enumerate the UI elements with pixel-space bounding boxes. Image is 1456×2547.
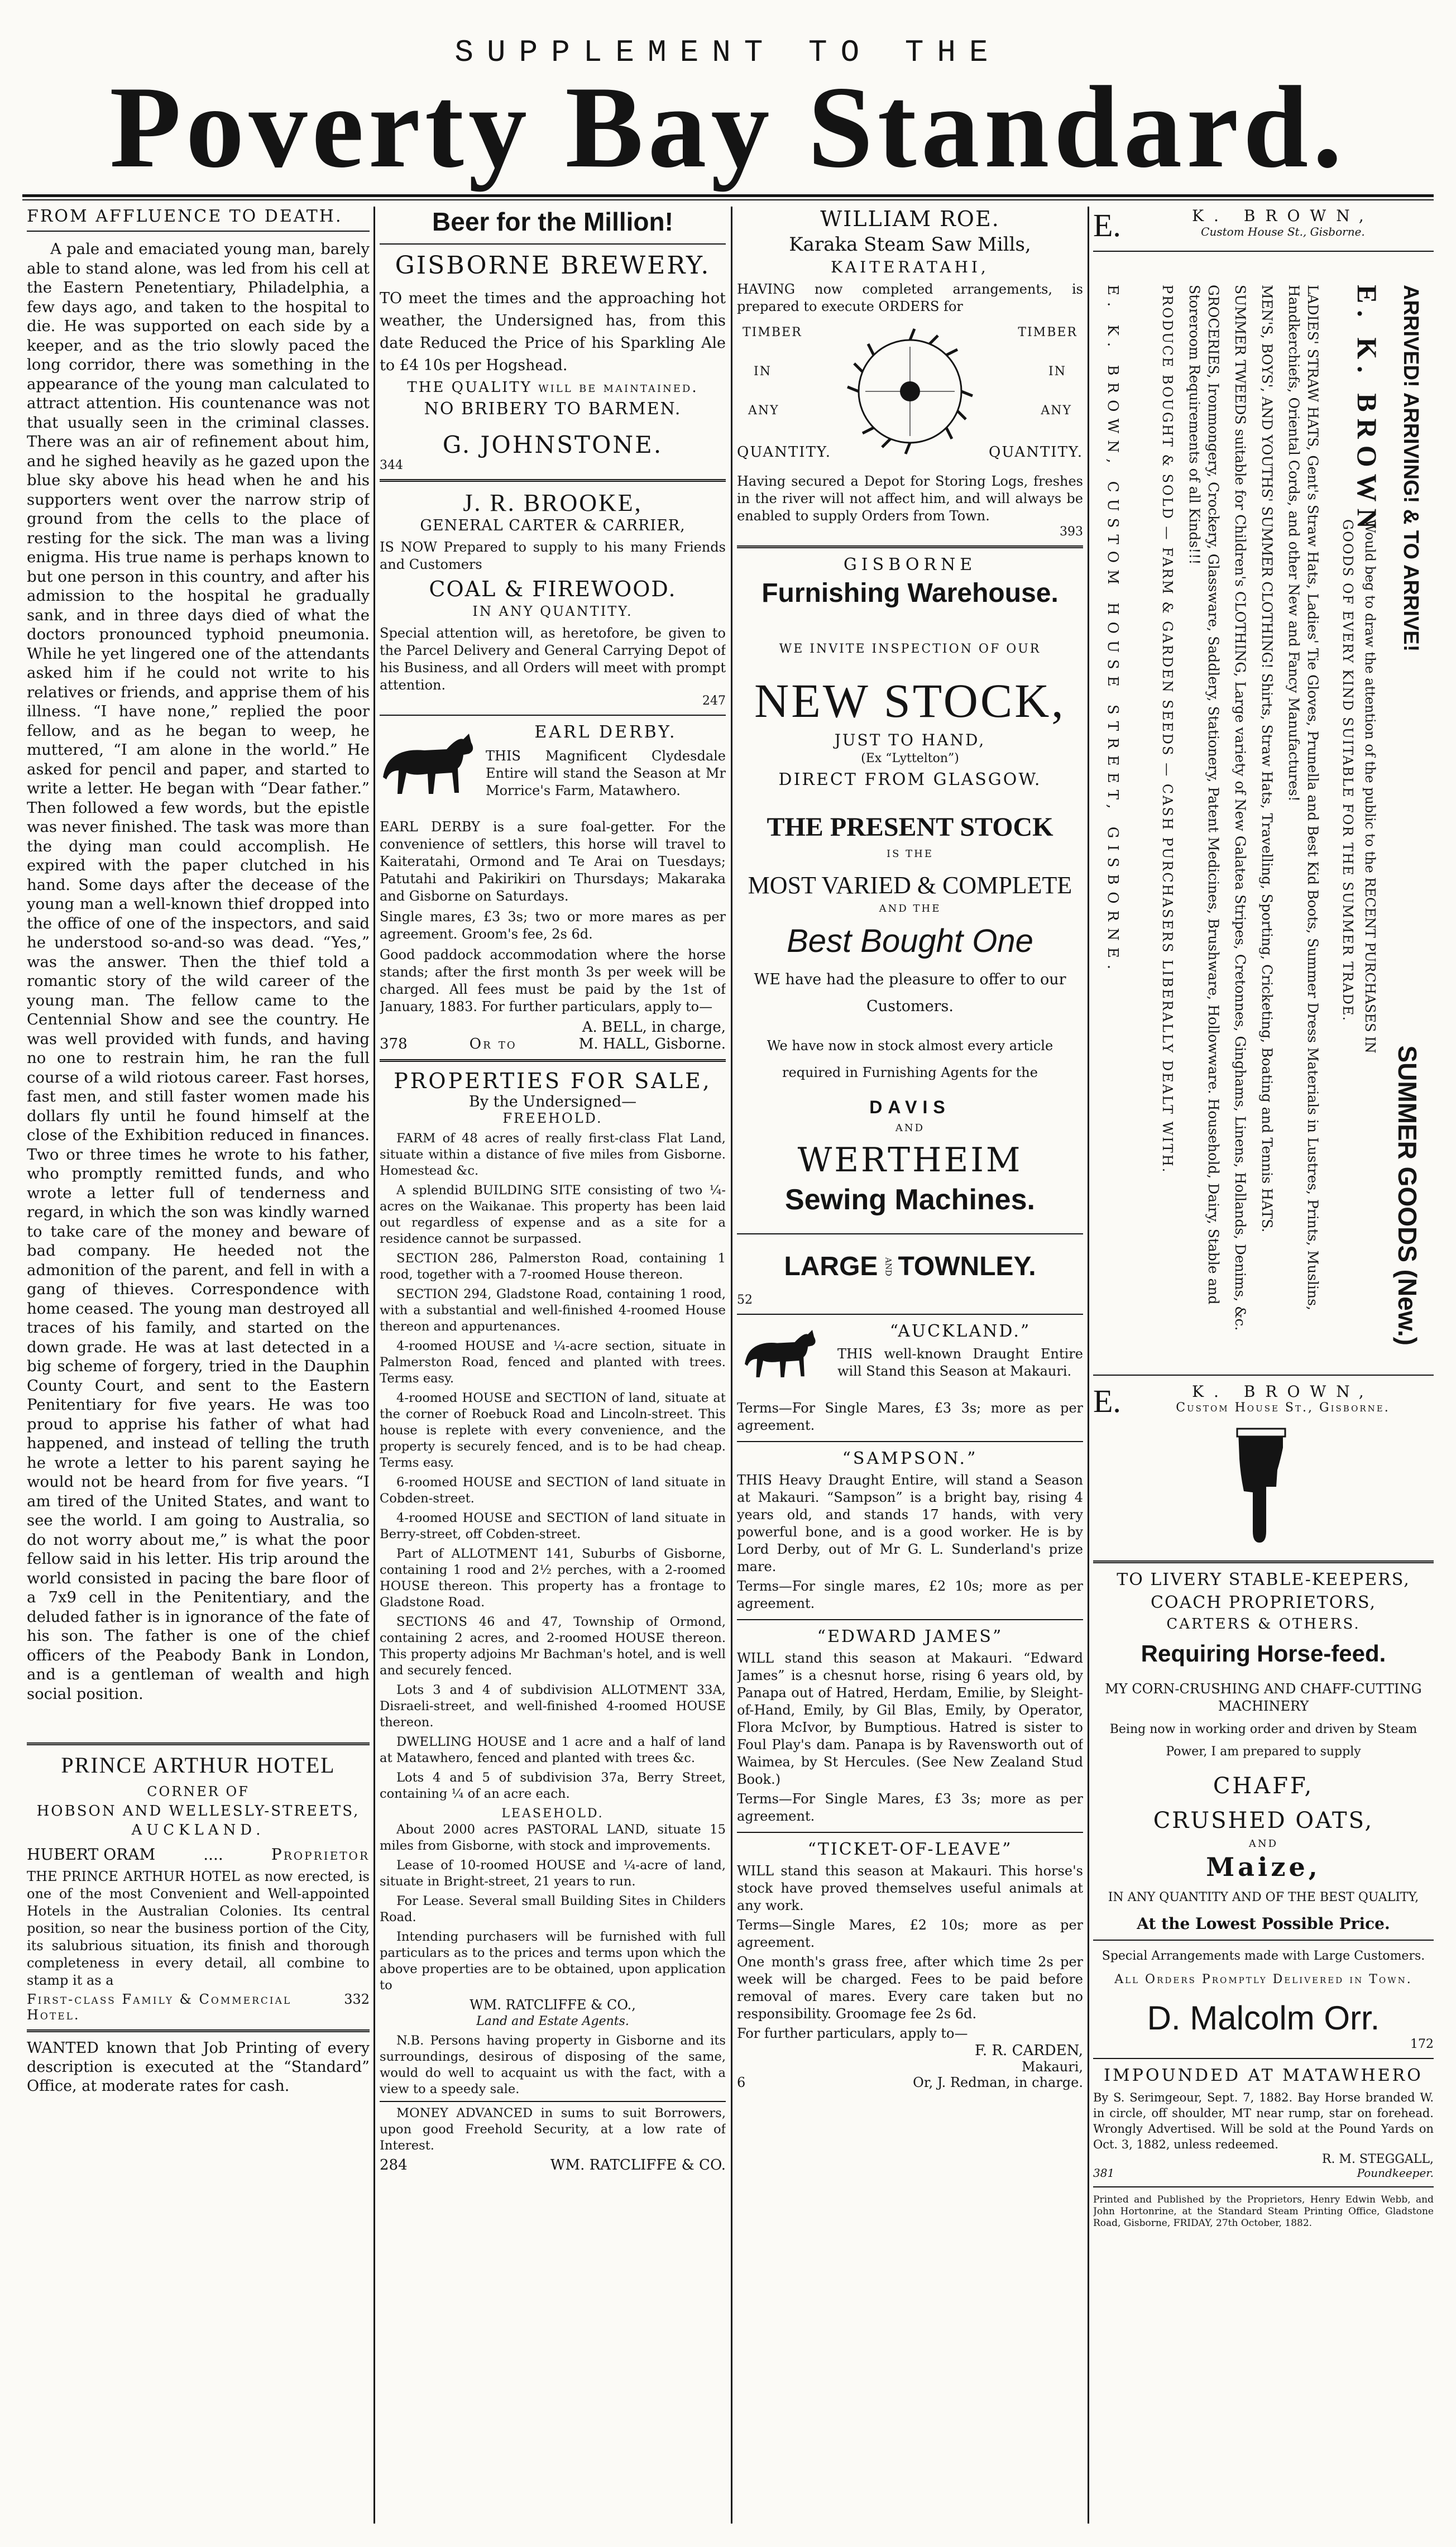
masthead-rule-thin — [22, 199, 1434, 200]
column-1 — [27, 207, 370, 2518]
props-agent: WM. RATCLIFFE & CO., — [470, 1997, 636, 2013]
impounded-ad — [1093, 2066, 1434, 2180]
supplement-line: SUPPLEMENT TO THE — [454, 35, 1002, 70]
roe-body: HAVING now completed arrangements, is prepared to execute ORDERS for — [737, 281, 1083, 314]
property-item: 4-roomed HOUSE and ¼-acre section, situate in Palmerston Road, fenced and planted with trees. Terms easy. — [380, 1339, 726, 1386]
brewery-ad — [380, 207, 726, 472]
proprietor-role: Proprietor — [271, 1845, 370, 1864]
in-label: IN — [754, 365, 772, 379]
masthead-rule — [22, 194, 1434, 197]
furn-pleasure: WE have had the pleasure to offer to our Customers. — [754, 971, 1066, 1015]
lease-item: For Lease. Several small Building Sites in Childers Road. — [380, 1894, 726, 1924]
furn-large: LARGE — [784, 1252, 878, 1281]
properties-ad — [380, 1069, 726, 2173]
derby-body-1: EARL DERBY is a sure foal-getter. For the convenience of settlers, this horse will travel to Kaiteratahi, Ormond and Te Arai on Tuesdays; Patutahi and Pakirikiri on Thursdays; Makaraka and Gisborne on Saturdays. — [380, 819, 726, 904]
horse-icon — [380, 726, 480, 804]
story-body — [27, 240, 370, 1736]
brown-rotated-panel — [1093, 262, 1434, 1362]
edward-ad — [737, 1627, 1083, 1825]
property-item: 4-roomed HOUSE and SECTION of land, situate at the corner of Roebuck Road and Lincoln-street. This house is replete with every convenience, and the property is securely fenced, and is to be had cheap. Terms easy. — [380, 1391, 726, 1470]
summer-heading: SUMMER GOODS (New.) — [1393, 1045, 1422, 1346]
roe-place: KAITERATAHI, — [831, 258, 989, 276]
beer-quality: THE QUALITY will be maintained. — [407, 379, 698, 396]
brown-groceries: GROCERIES, Ironmongery, Crockery, Glassware, Saddlery, Stationery, Patent Medicines, Brushware, Hollowware. Household, Dairy, Stable and Storeroom Requirements of all Kinds!!! — [1186, 285, 1222, 1305]
column-divider — [731, 207, 732, 2524]
lease-item: Intending purchasers will be furnished with full particulars as to the prices and terms upon which the above properties are to be obtained, upon application to — [380, 1930, 726, 1993]
brown-mens: MEN'S, BOYS', AND YOUTHS' SUMMER CLOTHING! Shirts, Straw Hats, Travelling, Sporting, Cricketing, Boating and Tennis HATS. — [1259, 285, 1275, 1233]
timber-label: TIMBER — [743, 325, 802, 339]
derby-body-2: Single mares, £3 3s; two or more mares as per agreement. Groom's fee, 2s 6d. — [380, 909, 726, 942]
ticket-place: Makauri, — [1022, 2059, 1083, 2075]
brown-ladies: LADIES' STRAW HATS, Gent's Straw Hats, Ladies' Tie Gloves, Prunella and Best Kid Boots, Summer Dress Materials in Lustres, Prints, Muslins, Handkerchiefs, Oriental Cords, and other New and Fancy Manufactures! — [1286, 285, 1321, 1311]
furn-and-the: AND THE — [879, 903, 941, 915]
ticket-name: F. R. CARDEN, — [974, 2042, 1083, 2059]
ticket-or: Or, J. Redman, in charge. — [913, 2075, 1083, 2090]
props-list — [380, 1131, 726, 2173]
furn-gisborne: GISBORNE — [843, 555, 977, 574]
brown-name: K. BROWN, — [1192, 1382, 1374, 1401]
horse-icon — [737, 1324, 826, 1385]
property-item: SECTION 286, Palmerston Road, containing 1 rood, together with a 7-roomed House thereon. — [380, 1251, 726, 1282]
livery-body: Being now in working order and driven by Steam Power, I am prepared to supply — [1109, 1722, 1417, 1759]
auckland-terms: Terms—For Single Mares, £3 3s; more as per agreement. — [737, 1400, 1083, 1433]
brown-e: E. — [1093, 1383, 1121, 1419]
ad-number: 378 — [380, 1036, 408, 1052]
column-divider — [1088, 207, 1089, 2524]
livery-and: AND — [1248, 1838, 1278, 1850]
furn-wertheim: WERTHEIM — [797, 1141, 1023, 1180]
auckland-ad — [737, 1322, 1083, 1434]
ad-number: 284 — [380, 2157, 408, 2173]
column-4 — [1093, 207, 1434, 2518]
props-money: MONEY ADVANCED in sums to suit Borrowers, upon good Freehold Security, at a low rate of Interest. — [380, 2106, 726, 2153]
derby-contact-2: M. HALL, Gisborne. — [578, 1036, 726, 1052]
beer-bribery: NO BRIBERY TO BARMEN. — [424, 399, 682, 419]
furn-sewing: Sewing Machines. — [785, 1184, 1035, 1216]
furn-now: We have now in stock almost every article required in Furnishing Agents for the — [767, 1038, 1053, 1080]
furn-townley: TOWNLEY. — [898, 1252, 1036, 1281]
brown-side-label: E. K. BROWN, CUSTOM HOUSE STREET, GISBORNE. — [1104, 285, 1121, 976]
ticket-terms: Terms—Single Mares, £2 10s; more as per agreement. — [737, 1917, 1083, 1950]
hotel-corner: CORNER OF — [147, 1784, 250, 1799]
brooke-note: Special attention will, as heretofore, be given to the Parcel Delivery and General Carrying Depot of his Business, and all Orders will meet with prompt attention. — [380, 625, 726, 693]
pointing-hand-icon — [1227, 1425, 1294, 1548]
furnishing-ad — [737, 555, 1083, 1307]
hotel-name: PRINCE ARTHUR HOTEL — [61, 1753, 336, 1778]
earl-derby-ad — [380, 722, 726, 1052]
lease-item: Lease of 10-roomed HOUSE and ¼-acre of land, situate in Bright-street, 21 years to run. — [380, 1858, 726, 1889]
furn-title: Furnishing Warehouse. — [761, 578, 1059, 608]
livery-lowest: At the Lowest Possible Price. — [1137, 1914, 1390, 1933]
property-item: DWELLING HOUSE and 1 acre and a half of land at Matawhero, fenced and planted with trees &c. — [380, 1735, 726, 1765]
hotel-city: AUCKLAND. — [131, 1822, 265, 1839]
roe-note: Having secured a Depot for Storing Logs, freshes in the river will not affect him, and will always be enabled to supply Orders from Town. — [737, 473, 1083, 524]
story-title: FROM AFFLUENCE TO DEATH. — [27, 207, 343, 226]
newspaper-title: Poverty Bay Standard. — [109, 63, 1347, 192]
furn-best: Best Bought One — [787, 923, 1033, 959]
any-label: ANY — [748, 404, 779, 418]
brown-tweeds: SUMMER TWEEDS suitable for Children's CLOTHING, Large variety of New Galatea Stripes, Cretonnes, Ginghams, Linens, Hollands, Denims, &c. — [1232, 285, 1248, 1331]
brown-e: E. — [1093, 207, 1121, 243]
proprietor-name: HUBERT ORAM — [27, 1845, 156, 1864]
derby-or: Or to — [469, 1036, 517, 1052]
brown-header — [1093, 207, 1434, 244]
hotel-streets: HOBSON AND WELLESLY-STREETS, — [36, 1803, 360, 1820]
props-by: By the Undersigned— — [468, 1093, 637, 1110]
props-title: PROPERTIES FOR SALE, — [394, 1069, 712, 1093]
saw-blade-icon — [843, 324, 977, 458]
livery-crushed: CRUSHED OATS, — [1153, 1808, 1374, 1833]
livery-requiring: Requiring Horse-feed. — [1141, 1640, 1386, 1667]
roe-mills: Karaka Steam Saw Mills, — [789, 233, 1031, 256]
furn-new-stock: NEW STOCK, — [754, 674, 1066, 727]
ticket-further: For further particulars, apply to— — [737, 2026, 968, 2041]
furn-invite: WE INVITE INSPECTION OF OUR — [779, 642, 1041, 656]
property-item: Lots 3 and 4 of subdivision ALLOTMENT 33A, Disraeli-street, and well-finished 4-roomed HOUSE thereon. — [380, 1683, 726, 1730]
impounded-body: By S. Serimgeour, Sept. 7, 1882. Bay Horse branded W. in circle, off shoulder, MT near rump, star on forehead. Wrongly Advertised. Will be sold at the Pound Yards on Oct. 3, 1882, unless redeemed. — [1093, 2091, 1434, 2151]
proprietor-dots: .... — [203, 1845, 223, 1864]
derby-body-3: Good paddock accommodation where the horse stands; after the first month 3s per week will be charged. All fees must be paid by the 1st of January, 1883. For further particulars, apply to— — [380, 947, 726, 1014]
property-item: Part of ALLOTMENT 141, Suburbs of Gisborne, containing 1 rood and 2½ perches, with a 2-roomed HOUSE thereon. This property has a frontage to Gladstone Road. — [380, 1547, 726, 1610]
livery-maize: Maize, — [1206, 1852, 1321, 1882]
props-agent-role: Land and Estate Agents. — [476, 2014, 629, 2028]
brooke-quantity: IN ANY QUANTITY. — [472, 604, 633, 619]
roe-name: WILLIAM ROE. — [820, 207, 1000, 231]
ad-number: 247 — [702, 694, 726, 708]
beer-title: Beer for the Million! — [432, 207, 673, 236]
brooke-trade: GENERAL CARTER & CARRIER, — [420, 517, 686, 534]
furn-davis: DAVIS — [869, 1097, 951, 1117]
impounded-role: Poundkeeper. — [1357, 2166, 1434, 2180]
ad-number: 393 — [1060, 525, 1083, 539]
lease-item: About 2000 acres PASTORAL LAND, situate 15 miles from Gisborne, with stock and improvements. — [380, 1822, 726, 1853]
roe-ad — [737, 207, 1083, 539]
property-item: SECTIONS 46 and 47, Township of Ormond, containing 2 acres, and 2-roomed HOUSE thereon. This property adjoins Mr Bachman's hotel, and is well and securely fenced. — [380, 1615, 726, 1678]
livery-any: IN ANY QUANTITY AND OF THE BEST QUALITY, — [1108, 1890, 1419, 1904]
brown-goods: GOODS OF EVERY KIND SUITABLE FOR THE SUMMER TRADE. — [1340, 519, 1356, 1022]
hotel-proprietor — [27, 1845, 370, 1864]
in-label: IN — [1048, 365, 1066, 379]
brown-address: Custom House St., Gisborne. — [1176, 1401, 1390, 1415]
horse-feed-ad — [1093, 1570, 1434, 2051]
timber-label: TIMBER — [1018, 325, 1077, 339]
brown-footer — [1093, 1382, 1434, 1420]
furn-direct: DIRECT FROM GLASGOW. — [778, 770, 1042, 789]
sampson-ad — [737, 1449, 1083, 1612]
brooke-name: J. R. BROOKE, — [463, 489, 643, 516]
property-item: Lots 4 and 5 of subdivision 37a, Berry Street, containing ¼ of an acre each. — [380, 1770, 726, 1801]
column-2 — [380, 207, 726, 2518]
ticket-grass: One month's grass free, after which time 2s per week will be charged. Fees to be paid before removal of mares. Every care taken but no responsibility. Groomage fee 2s 6d. — [737, 1954, 1083, 2022]
derby-title: EARL DERBY. — [534, 722, 677, 742]
auckland-title: “AUCKLAND.” — [889, 1322, 1031, 1341]
ekbrown-big: E. K. BROWN — [1352, 285, 1383, 535]
property-item: 6-roomed HOUSE and SECTION of land situate in Cobden-street. — [380, 1475, 726, 1506]
props-freehold: FREEHOLD. — [502, 1110, 603, 1126]
livery-name: D. Malcolm Orr. — [1147, 1999, 1380, 2037]
sampson-title: “SAMPSON.” — [842, 1449, 978, 1468]
impounded-title: IMPOUNDED AT MATAWHERO — [1104, 2066, 1423, 2085]
brown-produce: PRODUCE BOUGHT & SOLD — FARM & GARDEN SEEDS — CASH PURCHASERS LIBERALLY DEALT WITH. — [1160, 285, 1175, 1174]
hotel-ad — [27, 1752, 370, 2023]
edward-body: WILL stand this season at Makauri. “Edward James” is a chesnut horse, rising 6 years old, by Panapa out of Hatred, Herdam, Emilie, by Sleight-of-Hand, Emily, by Gil Blas, Emily, by Operator, Flora McIvor, by Bumptious. Hatred is sister to Foul Play's dam. Panapa is by Ravensworth out of Waimea, by St Hercules. (See New Zealand Stud Book.) — [737, 1650, 1083, 1787]
livery-line-1: TO LIVERY STABLE-KEEPERS, — [1117, 1570, 1410, 1590]
props-leasehold: LEASEHOLD. — [501, 1807, 604, 1821]
imprint: Printed and Published by the Proprietors, Henry Edwin Webb, and John Hortonrine, at the Standard Steam Printing Office, Gladstone Road, Gisborne, FRIDAY, 27th October, 1882. — [1093, 2194, 1434, 2229]
furn-ship: (Ex “Lyttelton”) — [861, 751, 959, 765]
beer-body: TO meet the times and the approaching hot weather, the Undersigned has, from this date Reduced the Price of his Sparkling Ale to £4 10s per Hogshead. — [380, 290, 726, 374]
livery-line-3: CARTERS & OTHERS. — [1166, 1616, 1361, 1632]
ticket-ad — [737, 1840, 1083, 2090]
livery-line-2: COACH PROPRIETORS, — [1151, 1593, 1376, 1612]
sampson-terms: Terms—For single mares, £2 10s; more as per agreement. — [737, 1578, 1083, 1611]
livery-special: Special Arrangements made with Large Customers. — [1101, 1949, 1425, 1963]
brown-name: K. BROWN, — [1192, 207, 1374, 225]
edward-terms: Terms—For Single Mares, £3 3s; more as per agreement. — [737, 1791, 1083, 1824]
brooke-coal: COAL & FIREWOOD. — [429, 577, 677, 601]
property-item: 4-roomed HOUSE and SECTION of land situate in Berry-street, off Cobden-street. — [380, 1511, 726, 1541]
auckland-body: THIS well-known Draught Entire will Stand this Season at Makauri. — [837, 1346, 1083, 1379]
furn-present: THE PRESENT STOCK — [767, 812, 1053, 842]
furn-and: AND — [895, 1122, 925, 1134]
masthead — [0, 0, 1456, 195]
brown-address: Custom House St., Gisborne. — [1201, 225, 1365, 238]
derby-intro: THIS Magnificent Clydesdale Entire will stand the Season at Mr Morrice's Farm, Matawhero. — [486, 748, 726, 798]
furn-most: MOST VARIED & COMPLETE — [748, 872, 1072, 899]
livery-chaff: CHAFF, — [1213, 1773, 1314, 1799]
ad-number: 381 — [1093, 2166, 1115, 2180]
ad-number: 172 — [1410, 2037, 1434, 2051]
furn-just: JUST TO HAND, — [834, 731, 986, 749]
props-sign: WM. RATCLIFFE & CO. — [550, 2157, 726, 2173]
quantity-label: QUANTITY. — [737, 444, 831, 461]
brooke-ad — [380, 489, 726, 708]
props-nb: N.B. Persons having property in Gisborne and its surroundings, desirous of disposing of the same, would do well to acquaint us with the fact, with a view to a speedy sale. — [380, 2033, 726, 2096]
arrived-heading: ARRIVED! ARRIVING! & TO ARRIVE! — [1399, 285, 1423, 652]
derby-contact-1: A. BELL, in charge, — [582, 1019, 726, 1036]
brewery-name: GISBORNE BREWERY. — [395, 251, 711, 280]
story-paragraph: A pale and emaciated young man, barely able to stand alone, was led from his cell at the Eastern Penetentiary, Philadelphia, a few days ago, and taken to the hospital to die. He was supported on each side by a keeper, and as the trio slowly paced the long corridor, there was something in the appearance of the young man calculated to attract attention. His countenance was not that usually seen in the criminal classes. There was an air of refinement about him, and he sighed heavily as he gazed upon the blue sky above his head when he and his supporters went over the narrow strip of ground from the cells to the place of resting for the sick. The man was a living enigma. His true name is perhaps known to but one person in this country, and after his admission to the hospital he gradually sank, and in three days died of what the doctors pronounced typhoid pneumonia. While he yet lingered one of the attendants asked him if he could not write to his relatives or friends, and apprise them of his illness. “I have none,” replied the poor fellow, and as he began to weep, he muttered, “I am alone in the world.” He asked for pencil and paper, and started to write a letter. He began with “Dear father.” Then followed a few words, but the epistle was never finished. The task was more than the dying man could accomplish. He expired with the paper clutched in his hand. Some days after the decease of the young man a well-known thief dropped into the office of one of the inspectors, and said he understood so-and-so was dead. “Yes,” was the answer. Then the thief told a romantic story of the wild career of the young man. The fellow came to the Centennial Show and see the country. He was well provided with funds, and having no one to restrain him, he ran the full course of a wild riotous career. Fast horses, fast men, and still faster women made his dollars fly until he found himself at the close of the Exhibition reduced in finances. Two or three times he wrote to his father, who promptly remitted funds, and who wrote a letter full of tenderness and regard, in which the son was kindly warned to take care of the money and beware of bad company. He heeded not the admonition of the parent, and fell in with a gang of thieves. Correspondence with home ceased. The young man destroyed all traces of his family, and started on the down grade. He was at last detected in a big scheme of forgery, tried in the Dauphin County Court, and sent to the Eastern Penitentiary for five years. He was too proud to apprise his father of what had happened, and instead of telling the truth he wrote a letter to his parent saying he would not be heard from for five years. “I am tired of the United States, and want to see the world. I am going to Australia, so do not worry about me,” is what the poor fellow said in his letter. His trip around the world consisted in pacing the bare floor of a 7x9 cell in the Penitentiary, and the deluded father is in ignorance of the fate of his son. The father is one of the chief officers of the Peabody Bank in London, and is a gentleman of wealth and high social position. — [27, 240, 370, 1703]
column-divider — [373, 207, 375, 2524]
ad-number: 52 — [737, 1293, 753, 1307]
property-item: SECTION 294, Gladstone Road, containing 1 rood, with a substantial and well-finished 4-roomed House thereon and appurtenances. — [380, 1287, 726, 1334]
brown-wishes: Would beg to draw the attention of the public to the RECENT PURCHASES IN — [1362, 519, 1378, 1054]
brooke-body: IS NOW Prepared to supply to his many Friends and Customers — [380, 539, 726, 572]
hotel-tagline: First-class Family & Commercial Hotel. — [27, 1991, 292, 2023]
column-3 — [737, 207, 1083, 2518]
ad-number: 6 — [737, 2075, 746, 2090]
furn-and-2: AND — [883, 1257, 893, 1276]
quantity-label: QUANTITY. — [989, 444, 1083, 461]
any-label: ANY — [1041, 404, 1072, 418]
ticket-title: “TICKET-OF-LEAVE” — [807, 1840, 1013, 1859]
impounded-sign: R. M. STEGGALL, — [1321, 2152, 1434, 2166]
edward-title: “EDWARD JAMES” — [817, 1627, 1003, 1646]
ad-number: 332 — [344, 1991, 370, 2007]
wanted-notice: WANTED known that Job Printing of every description is executed at the “Standard” Office, at moderate rates for cash. — [27, 2039, 370, 2095]
beer-proprietor: G. JOHNSTONE. — [442, 431, 663, 458]
property-item: FARM of 48 acres of really first-class Flat Land, situate within a distance of five miles from Gisborne. Homestead &c. — [380, 1131, 726, 1178]
hotel-body: THE PRINCE ARTHUR HOTEL as now erected, is one of the most Convenient and Well-appointed Hotels in the Australian Colonies. Its central position, so near the business portion of the City, its salubrious situation, its finish and thorough completeness in every detail, all combine to stamp it as a — [27, 1869, 370, 1988]
ad-number: 344 — [380, 458, 403, 472]
sampson-body: THIS Heavy Draught Entire, will stand a Season at Makauri. “Sampson” is a bright bay, rising 4 years old, and stands 17 hands, with very powerful bone, and is a good worker. He is by Lord Derby, out of Mr G. L. Sunderland's prize mare. — [737, 1472, 1083, 1574]
livery-my: MY CORN-CRUSHING AND CHAFF-CUTTING MACHINERY — [1105, 1681, 1422, 1714]
ticket-body: WILL stand this season at Makauri. This horse's stock have proved themselves useful animals at any work. — [737, 1863, 1083, 1913]
livery-orders: All Orders Promptly Delivered in Town. — [1114, 1973, 1412, 1986]
furn-is-the: IS THE — [886, 848, 933, 860]
timber-block — [737, 320, 1083, 465]
property-item: A splendid BUILDING SITE consisting of two ¼-acres on the Waikanae. This property has been laid out regardless of expense and as a site for a residence cannot be surpassed. — [380, 1183, 726, 1246]
